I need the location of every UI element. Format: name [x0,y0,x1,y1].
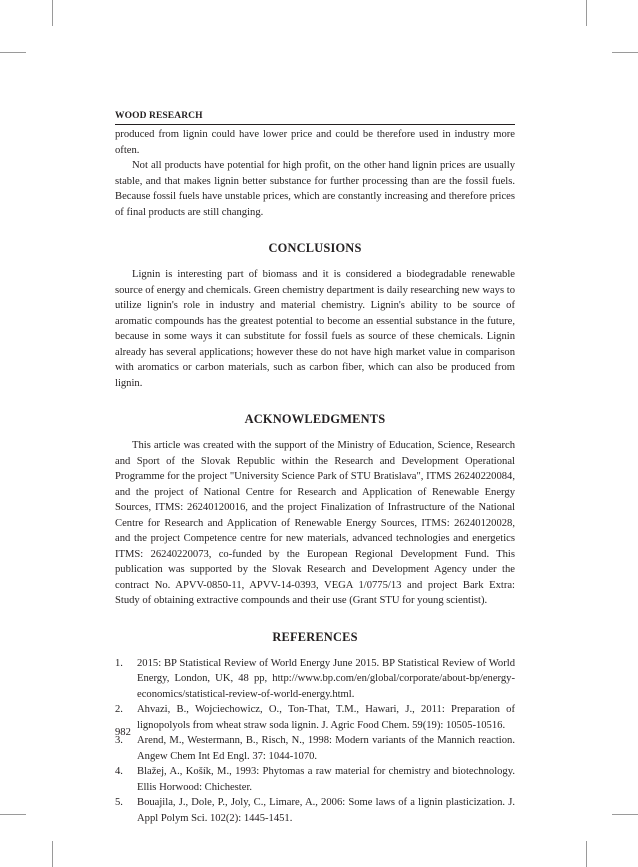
intro-paragraph: Not all products have potential for high profit, on the other hand lignin prices are usually stable, and that makes lignin better substance for further processing than are the fossil fuels. Because fossil fuels have unstable prices, which are constantly increasing and therefore prices of final products are still changing. [115,160,515,218]
crop-mark [612,52,638,53]
intro-paragraph: produced from lignin could have lower price and could be therefore used in industry more often. [115,129,515,156]
reference-item [115,795,515,826]
conclusions-paragraph: Lignin is interesting part of biomass and it is considered a biodegradable renewable source of energy and chemicals. Green chemistry department is daily researching new ways to utilize lignin's role in industry and material chemistry. Lignin's ability to be source of aromatic compounds has the greatest potential to become an essential substance in the future, because in some ways it can substitute for fossil fuels as source of these chemicals. Lignin already has several applications; however these do not have high market value in comparison with aromatics or carbon materials, such as carbon fiber, which can also be produced from lignin. [115,269,515,389]
crop-mark [612,814,638,815]
reference-text: Ahvazi, B., Wojciechowicz, O., Ton-That, T.M., Hawari, J., 2011: Preparation of lignopolyols from wheat straw soda lignin. J. Agric Food Chem. 59(19): 10505-10516. [137,704,515,731]
reference-number: 5. [115,797,123,808]
conclusions-heading: CONCLUSIONS [268,241,362,255]
references-heading: REFERENCES [272,629,358,644]
references-list [115,656,515,827]
reference-number: 2. [115,704,123,715]
crop-mark [52,841,53,867]
reference-number: 1. [115,657,123,669]
reference-item [115,733,515,764]
reference-number: 4. [115,766,123,777]
crop-mark [586,0,587,26]
reference-item [115,656,515,703]
crop-mark [586,841,587,867]
reference-text: Blažej, A., Košík, M., 1993: Phytomas a raw material for chemistry and biotechnology. Ellis Horwood: Chichester. [137,766,515,793]
running-head: WOOD RESEARCH [115,110,515,125]
acknowledgments-paragraph: This article was created with the support of the Ministry of Education, Science, Research and Sport of the Slovak Republic within the Research and Development Operational Programme for the project "University Science Park of STU Bratislava", ITMS 26240220084, and the project of National Centre for Research and Application of Renewable Energy Sources, ITMS: 26240120016, and the project Finalization of Infrastructure of the National Centre for Research and Application of Renewable Energy Sources, ITMS: 26240120028, and the project Competence centre for new materials, advanced technologies and energetics ITMS: 26240220073, co-funded by the European Regional Development Fund. This publication was supported by the Slovak Research and Development Agency under the contract No. APVV-0850-11, APVV-14-0393, VEGA 1/0775/13 and project Bark Extra: Study of obtaining extractive compounds and their use (Grant STU for young scientist). [115,440,515,606]
reference-number: 3. [115,735,123,746]
reference-item [115,702,515,733]
reference-text: Bouajila, J., Dole, P., Joly, C., Limare, A., 2006: Some laws of a lignin plasticization. J. Appl Polym Sci. 102(2): 1445-1451. [137,797,515,824]
reference-text: Arend, M., Westermann, B., Risch, N., 1998: Modern variants of the Mannich reaction. Angew Chem Int Ed Engl. 37: 1044-1070. [137,735,515,762]
article-content [115,127,515,826]
reference-item [115,764,515,795]
acknowledgments-heading: ACKNOWLEDGMENTS [244,412,386,426]
reference-text: 2015: BP Statistical Review of World Energy June 2015. BP Statistical Review of World Energy, London, UK, 48 pp, http://www.bp.com/en/global/corporate/about-bp/energy-economics/statistical-review-of-world-energy.html. [137,657,515,700]
crop-mark [0,814,26,815]
crop-mark [52,0,53,26]
crop-mark [0,52,26,53]
page-number: 982 [115,727,131,738]
